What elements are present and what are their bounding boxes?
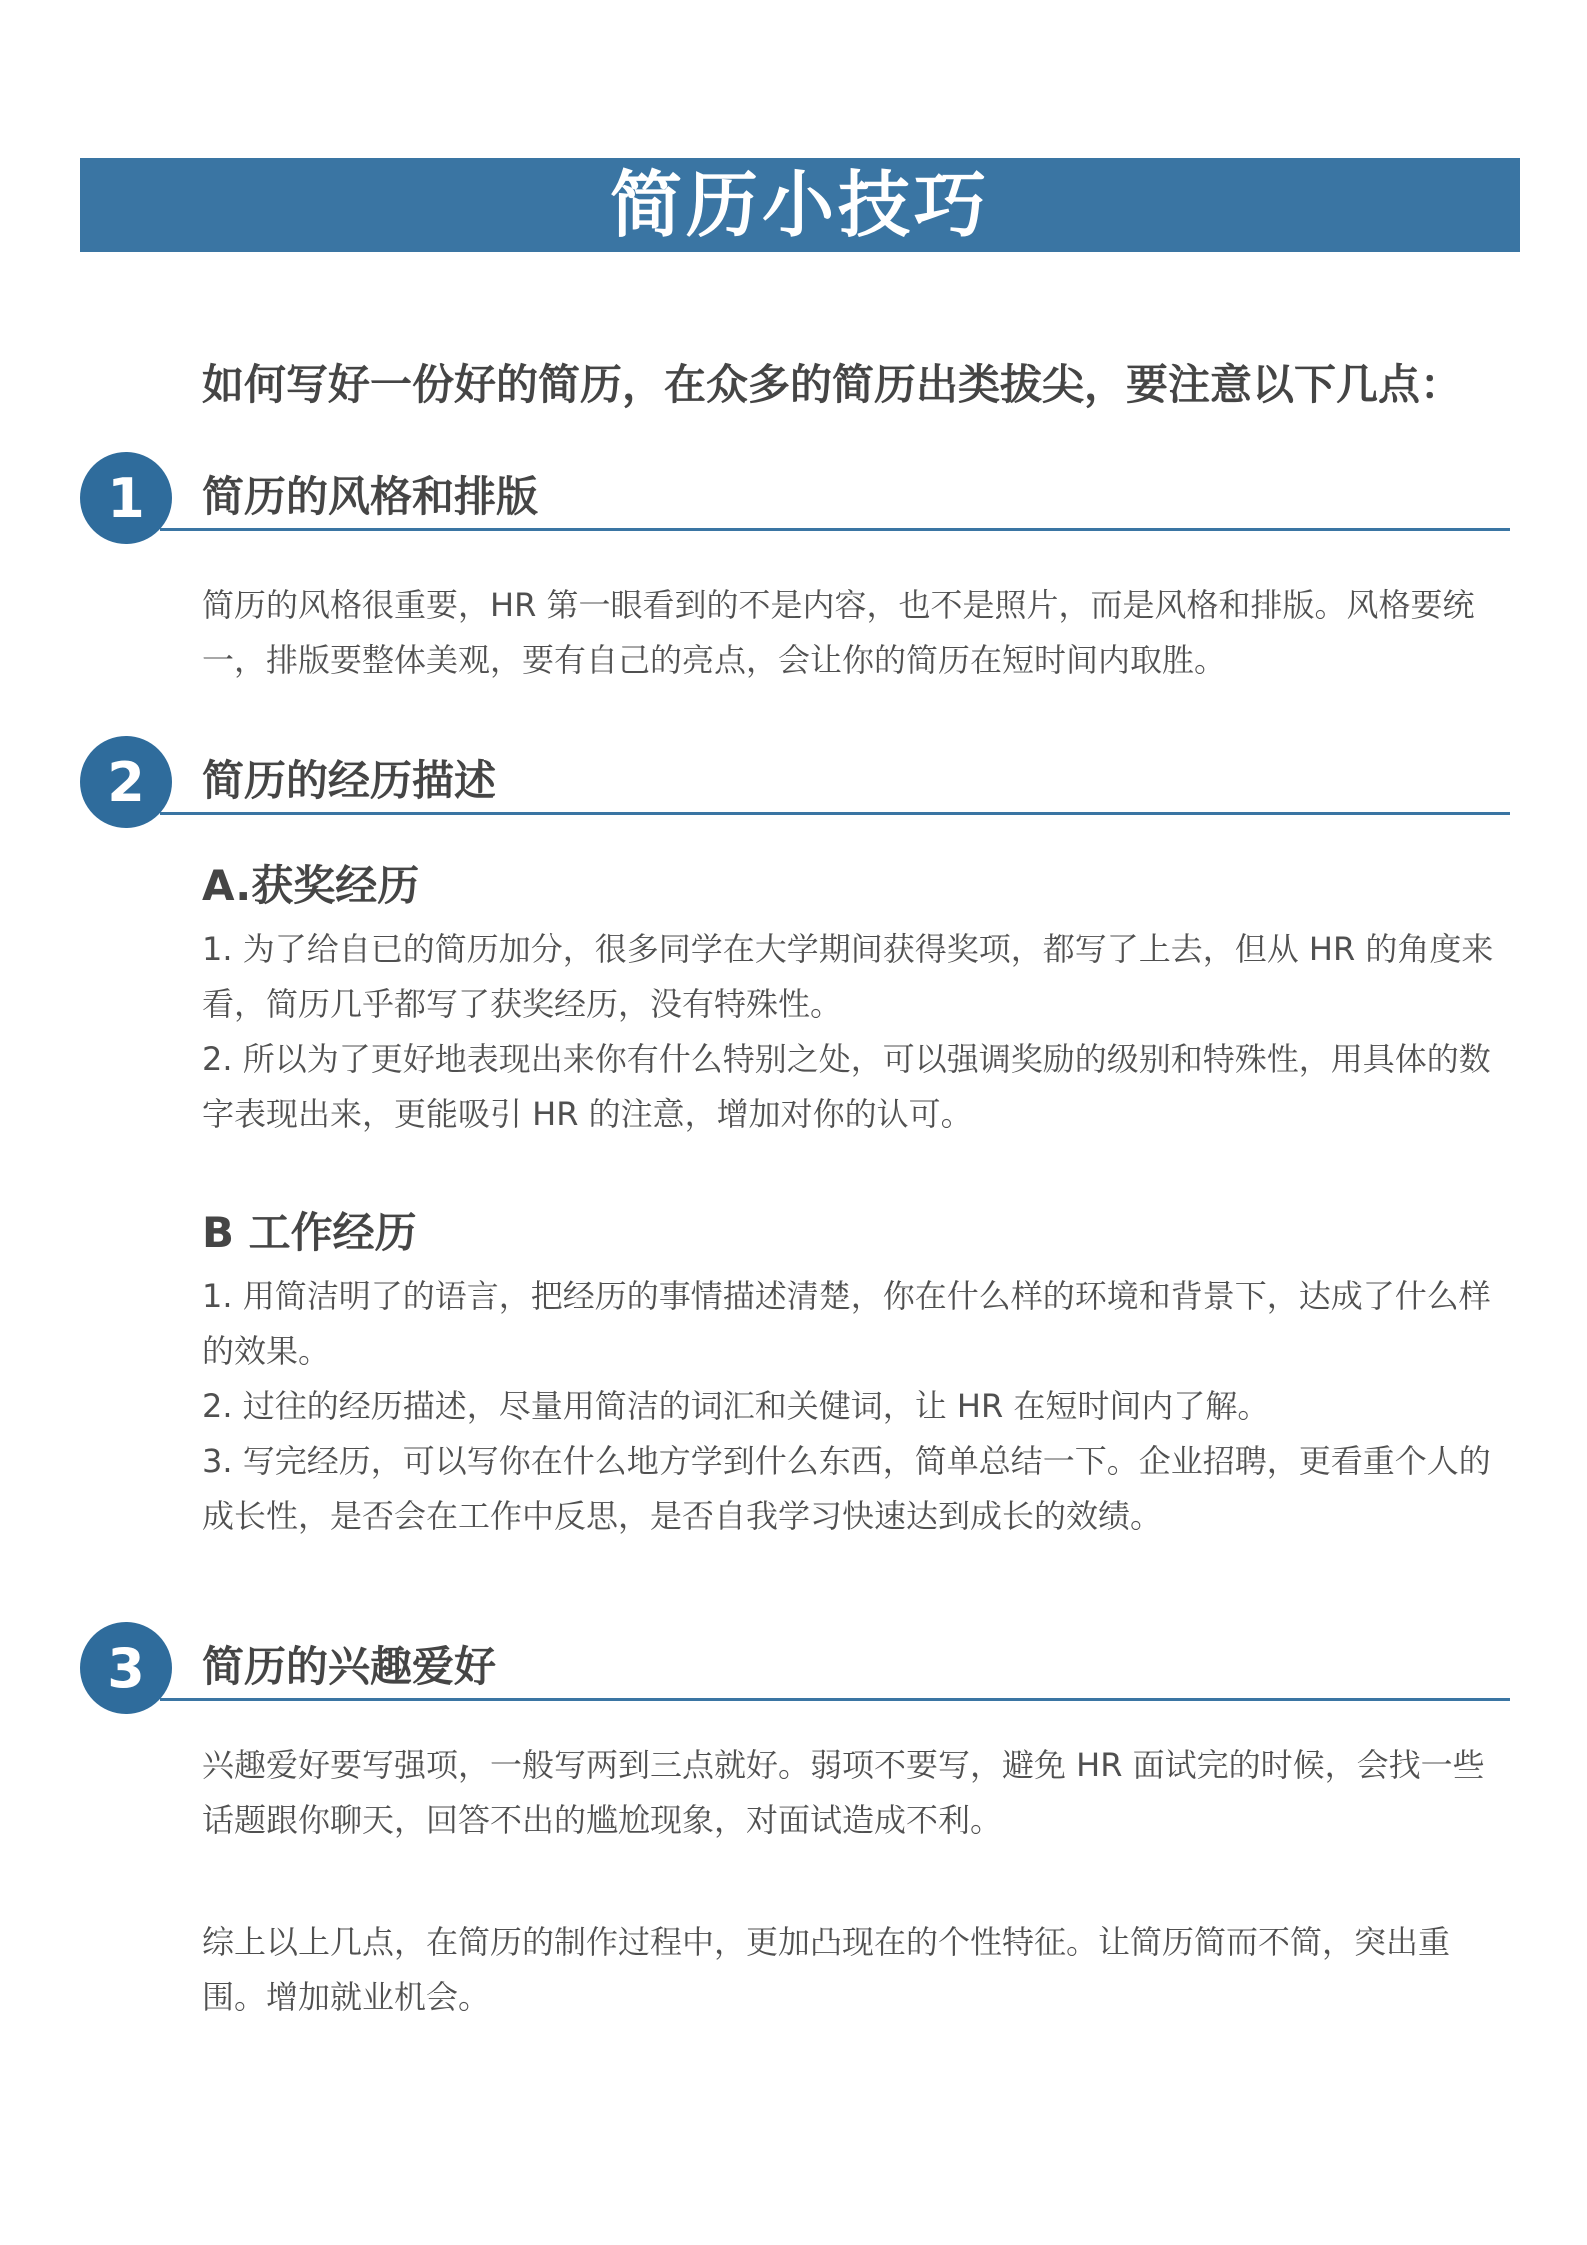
subsection-title-awards: A.获奖经历 [202,861,420,910]
section-number-badge: 1 [80,452,172,544]
section-number-badge: 2 [80,736,172,828]
list-item: 1. 用简洁明了的语言，把经历的事情描述清楚，你在什么样的环境和背景下，达成了什么样的效果。 [202,1277,1491,1370]
section-divider [160,1698,1510,1701]
list-item: 2. 所以为了更好地表现出来你有什么特别之处，可以强调奖励的级别和特殊性，用具体的数字表现出来，更能吸引 HR 的注意，增加对你的认可。 [202,1040,1491,1133]
subsection-title-work: B 工作经历 [202,1208,417,1257]
section-3-body [202,1738,1512,1848]
section-number-badge: 3 [80,1622,172,1714]
section-divider [160,812,1510,815]
conclusion [202,1915,1512,2025]
section-title: 简历的经历描述 [202,756,497,805]
page-title: 简历小技巧 [609,163,990,247]
list-item: 3. 写完经历，可以写你在什么地方学到什么东西，简单总结一下。企业招聘，更看重个人的成长性，是否会在工作中反思，是否自我学习快速达到成长的效绩。 [202,1442,1491,1535]
title-banner [80,158,1520,252]
list-item: 1. 为了给自已的简历加分，很多同学在大学期间获得奖项，都写了上去，但从 HR 的角度来看，简历几乎都写了获奖经历，没有特殊性。 [202,930,1494,1023]
subsection-work-body [202,1269,1512,1544]
section-title: 简历的风格和排版 [202,472,539,521]
paragraph: 兴趣爱好要写强项，一般写两到三点就好。弱项不要写，避免 HR 面试完的时候，会找一些话题跟你聊天，回答不出的尴尬现象，对面试造成不利。 [202,1746,1485,1839]
section-header-1 [80,452,1510,544]
intro-heading: 如何写好一份好的简历，在众多的简历出类拔尖，要注意以下几点： [202,360,1463,409]
list-item: 2. 过往的经历描述，尽量用简洁的词汇和关健词，让 HR 在短时间内了解。 [202,1387,1270,1425]
section-1-body [202,578,1512,688]
section-divider [160,528,1510,531]
section-header-3 [80,1622,1510,1714]
section-header-2 [80,736,1510,828]
conclusion-text: 综上以上几点，在简历的制作过程中，更加凸现在的个性特征。让简历简而不简，突出重围。增加就业机会。 [202,1923,1451,2016]
paragraph: 简历的风格很重要，HR 第一眼看到的不是内容，也不是照片，而是风格和排版。风格要统一，排版要整体美观，要有自己的亮点，会让你的简历在短时间内取胜。 [202,586,1475,679]
section-title: 简历的兴趣爱好 [202,1642,497,1691]
subsection-awards-body [202,922,1512,1142]
